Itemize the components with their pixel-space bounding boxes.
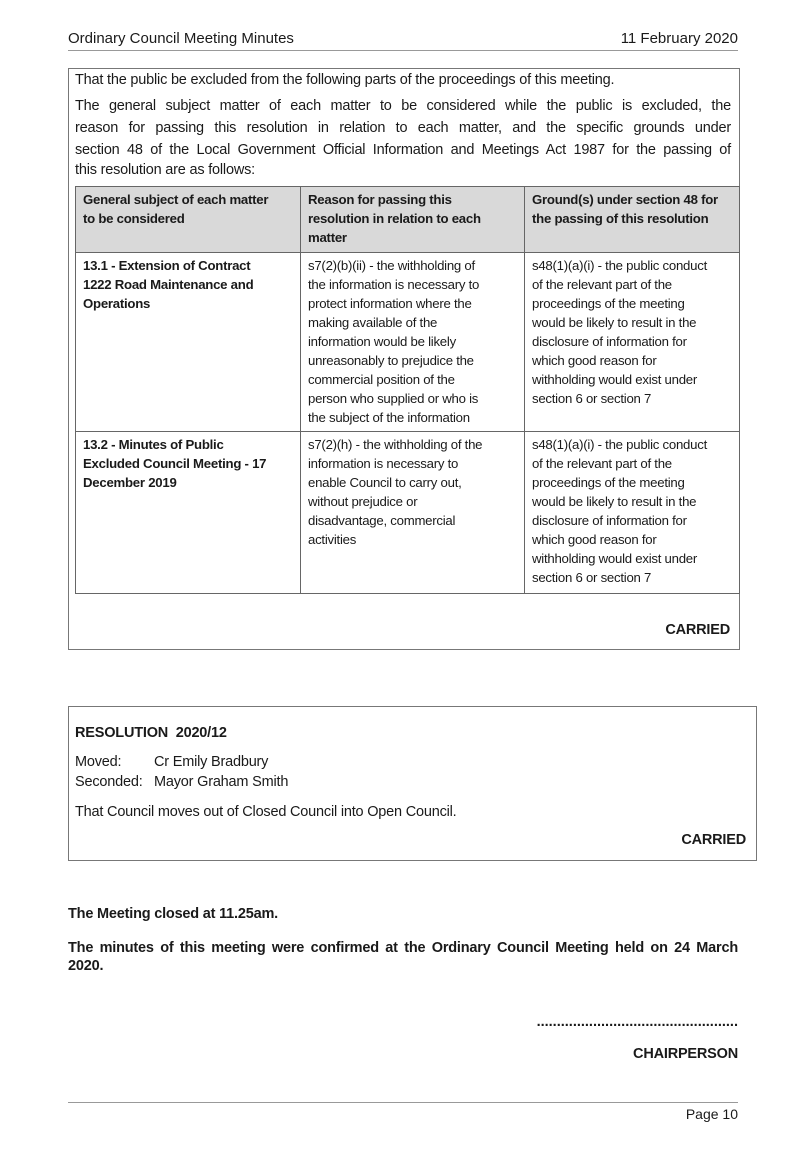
column-header: General subject of each matter to be considered	[76, 187, 301, 253]
paragraph-line: reason for passing this resolution in relation to each matter, and the specific grounds under	[75, 120, 731, 136]
seconded-label: Seconded:	[75, 774, 143, 790]
column-header: Ground(s) under section 48 for the passing of this resolution	[525, 187, 740, 253]
header-rule	[68, 50, 738, 51]
moved-value: Cr Emily Bradbury	[154, 754, 269, 770]
resolution-title: RESOLUTION 2020/12	[75, 725, 227, 741]
signature-label: CHAIRPERSON	[633, 1046, 738, 1062]
minutes-confirmed: The minutes of this meeting were confirmed at the Ordinary Council Meeting held on 24 March	[68, 940, 738, 956]
table-cell: s48(1)(a)(i) - the public conduct of the relevant part of the proceedings of the meeting would be likely to result in the disclosure of information for which good reason for withholding would exist under section 6 or section 7	[525, 432, 740, 594]
column-header: Reason for passing this resolution in relation to each matter	[301, 187, 525, 253]
status-carried: CARRIED	[681, 832, 746, 848]
table-cell: s7(2)(b)(ii) - the withholding of the information is necessary to protect information where the making available of the information would be likely unreasonably to prejudice the commercial position of the person who supplied or who is the subject of the information	[301, 253, 525, 432]
excluded-matters-table	[75, 186, 740, 594]
table-cell: s7(2)(h) - the withholding of the information is necessary to enable Council to carry out, without prejudice or disadvantage, commercial activities	[301, 432, 525, 594]
table-cell: s48(1)(a)(i) - the public conduct of the relevant part of the proceedings of the meeting would be likely to result in the disclosure of information for which good reason for withholding would exist under section 6 or section 7	[525, 253, 740, 432]
seconded-value: Mayor Graham Smith	[154, 774, 289, 790]
table-row	[76, 432, 740, 594]
table-cell: 13.1 - Extension of Contract 1222 Road Maintenance and Operations	[76, 253, 301, 432]
signature-line: ..................................................	[536, 1014, 738, 1030]
table-header-row	[76, 187, 740, 253]
table-cell: 13.2 - Minutes of Public Excluded Council Meeting - 17 December 2019	[76, 432, 301, 594]
meeting-closed: The Meeting closed at 11.25am.	[68, 906, 278, 922]
page-number: Page 10	[685, 1106, 738, 1122]
paragraph-line: The general subject matter of each matter to be considered while the public is excluded, the	[75, 98, 731, 114]
resolution-text: That Council moves out of Closed Council into Open Council.	[75, 804, 457, 820]
table-row	[76, 253, 740, 432]
footer-rule	[68, 1102, 738, 1103]
resolution-intro: That the public be excluded from the following parts of the proceedings of this meeting.	[75, 72, 615, 88]
status-carried: CARRIED	[665, 622, 730, 638]
paragraph-line: this resolution are as follows:	[75, 162, 255, 178]
minutes-confirmed-cont: 2020.	[68, 958, 104, 974]
header-date: 11 February 2020	[620, 30, 738, 47]
paragraph-line: section 48 of the Local Government Official Information and Meetings Act 1987 for the passing of	[75, 142, 731, 158]
moved-label: Moved:	[75, 754, 122, 770]
header-title: Ordinary Council Meeting Minutes	[68, 30, 294, 47]
